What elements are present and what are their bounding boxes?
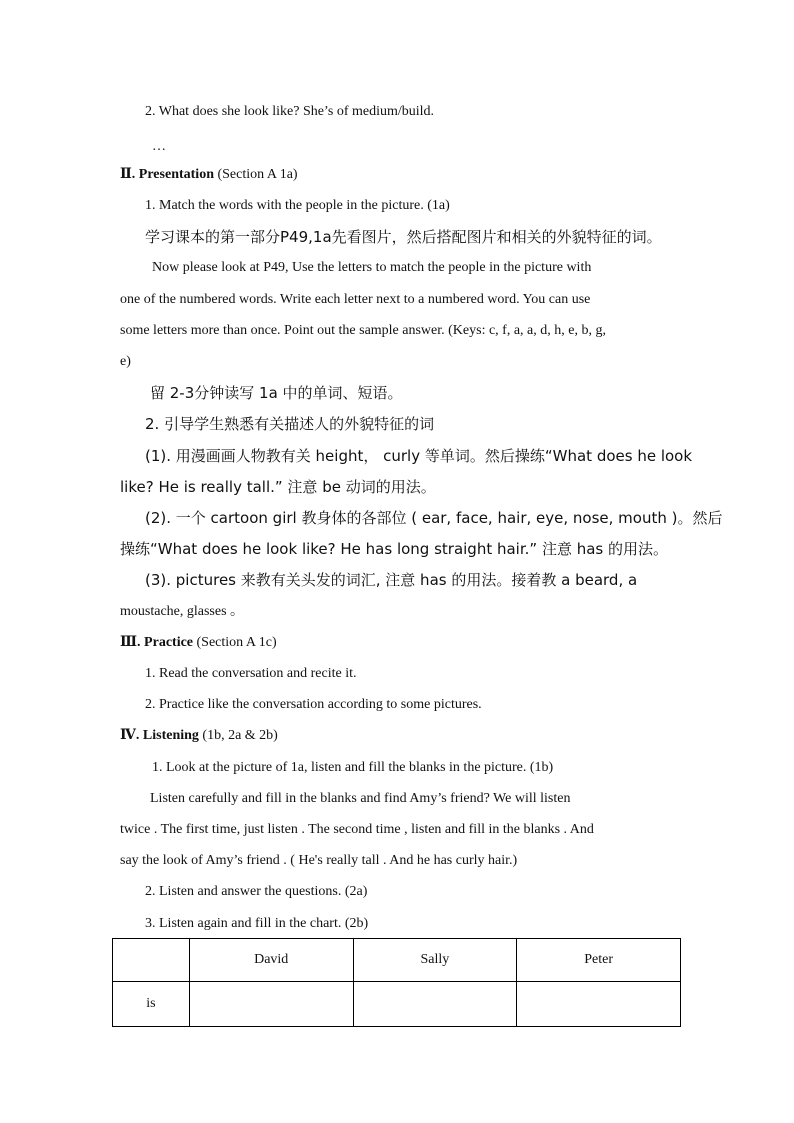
chart-row-is — [113, 982, 681, 1027]
section-2-title: Ⅱ. Presentation — [120, 167, 214, 182]
listening-step-1: 1. Look at the picture of 1a, listen and fill the blanks in the picture. (1b) — [152, 760, 554, 775]
listening-para-b: twice . The first time, just listen . The second time , listen and fill in the blanks . And — [120, 822, 594, 837]
step-2-2-b: 操练“What does he look like? He has long straight hair.” 注意 has 的用法。 — [120, 540, 668, 558]
presentation-cn-2: 留 2-3分钟读写 1a 中的单词、短语。 — [150, 384, 403, 402]
section-4-heading — [120, 726, 278, 746]
step-2-1-a: (1). 用漫画画人物教有关 height， curly 等单词。然后操练“What does he look — [145, 447, 693, 465]
presentation-en-b: one of the numbered words. Write each letter next to a numbered word. You can use — [120, 292, 591, 307]
fill-in-chart — [112, 938, 681, 1027]
listening-para-a: Listen carefully and fill in the blanks and find Amy’s friend? We will listen — [150, 791, 571, 806]
chart-header-blank — [113, 939, 190, 982]
presentation-en-d: e) — [120, 354, 131, 369]
section-2-ref: (Section A 1a) — [213, 167, 298, 182]
presentation-cn-1: 学习课本的第一部分P49,1a先看图片，然后搭配图片和相关的外貌特征的词。 — [145, 228, 662, 246]
chart-cell-sally[interactable] — [353, 982, 517, 1027]
presentation-step-1: 1. Match the words with the people in the picture. (1a) — [145, 198, 450, 213]
section-2-heading — [120, 165, 298, 185]
step-2-2-a: (2). 一个 cartoon girl 教身体的各部位 ( ear, face, hair, eye, nose, mouth )。然后 — [145, 509, 723, 527]
step-2-3-a: (3). pictures 来教有关头发的词汇, 注意 has 的用法。接着教 a beard, a — [145, 571, 638, 589]
chart-cell-david[interactable] — [189, 982, 353, 1027]
chart-header-sally: Sally — [353, 939, 517, 982]
section-4-title: Ⅳ. Listening — [120, 728, 199, 743]
section-3-ref: (Section A 1c) — [193, 635, 277, 650]
chart-header-david: David — [189, 939, 353, 982]
presentation-en-a: Now please look at P49, Use the letters to match the people in the picture with — [152, 260, 592, 275]
practice-step-2: 2. Practice like the conversation according to some pictures. — [145, 697, 482, 712]
listening-step-3: 3. Listen again and fill in the chart. (2b) — [145, 916, 369, 931]
section-3-heading — [120, 633, 277, 653]
listening-para-c: say the look of Amy’s friend . ( He's really tall . And he has curly hair.) — [120, 853, 518, 868]
chart-row-label: is — [113, 982, 190, 1027]
section-4-ref: (1b, 2a & 2b) — [198, 728, 278, 743]
chart-header-peter: Peter — [517, 939, 681, 982]
chart-cell-peter[interactable] — [517, 982, 681, 1027]
practice-step-1: 1. Read the conversation and recite it. — [145, 666, 357, 681]
chart-header-row — [113, 939, 681, 982]
step-2-1-b: like? He is really tall.” 注意 be 动词的用法。 — [120, 478, 436, 496]
question-2: 2. What does she look like? She’s of medium/build. — [145, 104, 435, 119]
section-3-title: Ⅲ. Practice — [120, 635, 194, 650]
step-2-3-b: moustache, glasses 。 — [120, 604, 245, 619]
listening-step-2: 2. Listen and answer the questions. (2a) — [145, 884, 368, 899]
presentation-en-c: some letters more than once. Point out the sample answer. (Keys: c, f, a, a, d, h, e, b, g, — [120, 323, 606, 338]
ellipsis: … — [152, 139, 166, 154]
presentation-step-2: 2. 引导学生熟悉有关描述人的外貌特征的词 — [145, 415, 435, 433]
